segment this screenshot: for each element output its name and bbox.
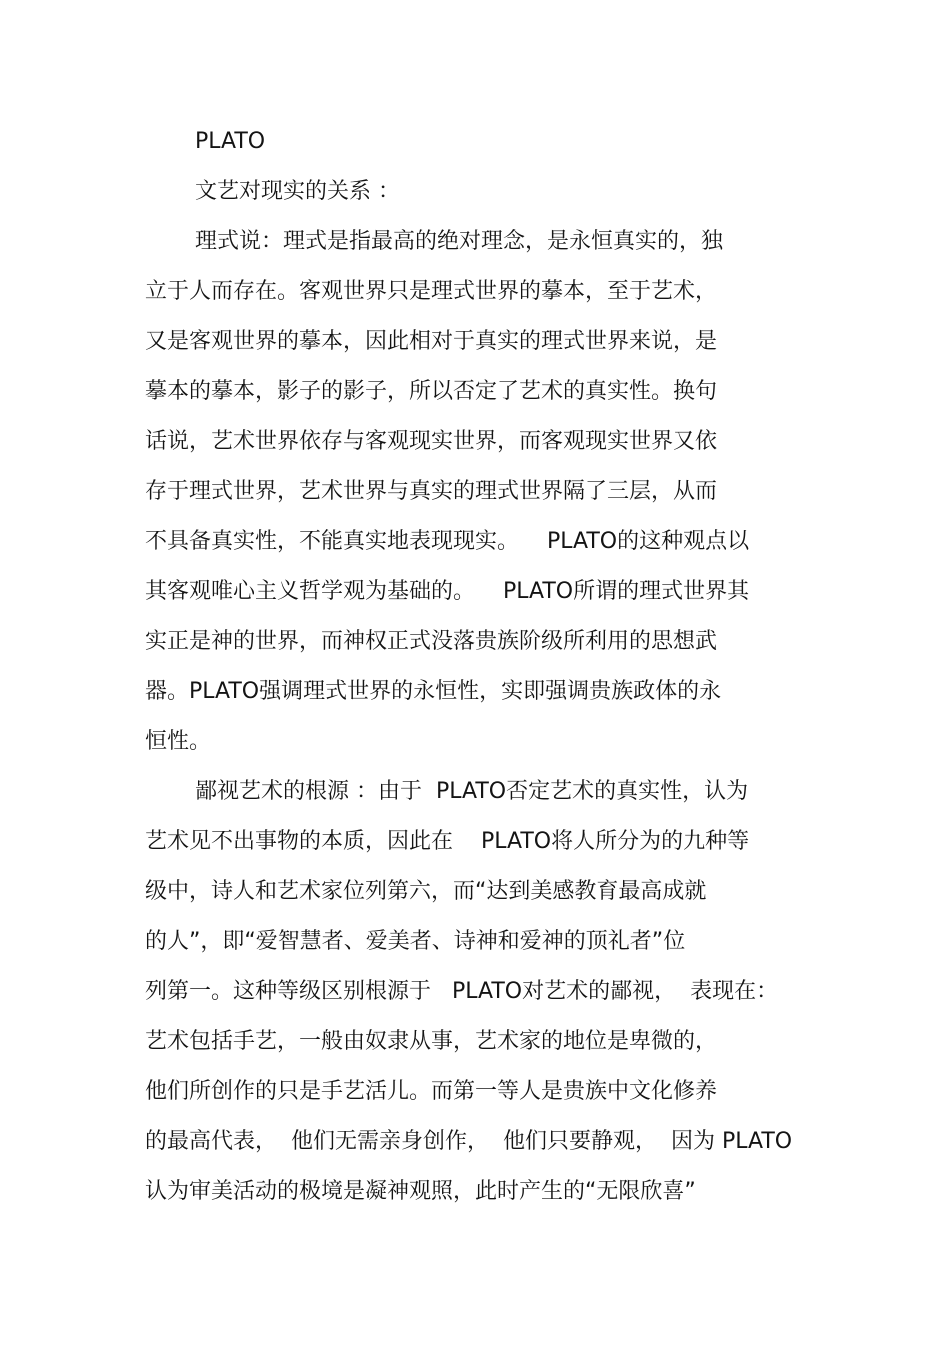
paragraph-line: 鄙视艺术的根源 ：由于 PLATO否定艺术的真实性，认为	[195, 779, 749, 804]
section-heading-relation: 文艺对现实的关系 ：	[195, 179, 400, 204]
paragraph-line: 认为审美活动的极境是凝神观照，此时产生的“无限欣喜”	[145, 1179, 696, 1204]
paragraph-line: 列第一。这种等级区别根源于 PLATO对艺术的鄙视， 表现在：	[145, 979, 779, 1004]
paragraph-line: 话说，艺术世界依存与客观现实世界，而客观现实世界又依	[145, 429, 718, 454]
paragraph-line: 的人”，即“爱智慧者、爱美者、诗神和爱神的顶礼者”位	[145, 929, 686, 954]
paragraph-line: 其客观唯心主义哲学观为基础的。 PLATO所谓的理式世界其	[145, 579, 750, 604]
paragraph-line: 艺术包括手艺，一般由奴隶从事，艺术家的地位是卑微的，	[145, 1029, 718, 1054]
paragraph-line: 存于理式世界，艺术世界与真实的理式世界隔了三层，从而	[145, 479, 718, 504]
paragraph-line: 立于人而存在。客观世界只是理式世界的摹本，至于艺术，	[145, 279, 718, 304]
paragraph-line: 摹本的摹本，影子的影子，所以否定了艺术的真实性。换句	[145, 379, 718, 404]
paragraph-line: 的最高代表， 他们无需亲身创作， 他们只要静观， 因为 PLATO	[145, 1129, 793, 1154]
paragraph-line: 又是客观世界的摹本，因此相对于真实的理式世界来说，是	[145, 329, 718, 354]
paragraph-line: 不具备真实性，不能真实地表现现实。 PLATO的这种观点以	[145, 529, 750, 554]
paragraph-line: 他们所创作的只是手艺活儿。而第一等人是贵族中文化修养	[145, 1079, 718, 1104]
paragraph-line: 理式说：理式是指最高的绝对理念，是永恒真实的，独	[195, 229, 724, 254]
paragraph-line: 级中，诗人和艺术家位列第六，而“达到美感教育最高成就	[145, 879, 707, 904]
paragraph-line: 器。PLATO强调理式世界的永恒性，实即强调贵族政体的永	[145, 679, 722, 704]
paragraph-line: 艺术见不出事物的本质，因此在 PLATO将人所分为的九种等	[145, 829, 750, 854]
document-title: PLATO	[195, 129, 266, 154]
paragraph-line: 实正是神的世界，而神权正式没落贵族阶级所利用的思想武	[145, 629, 718, 654]
paragraph-line: 恒性。	[145, 729, 212, 754]
